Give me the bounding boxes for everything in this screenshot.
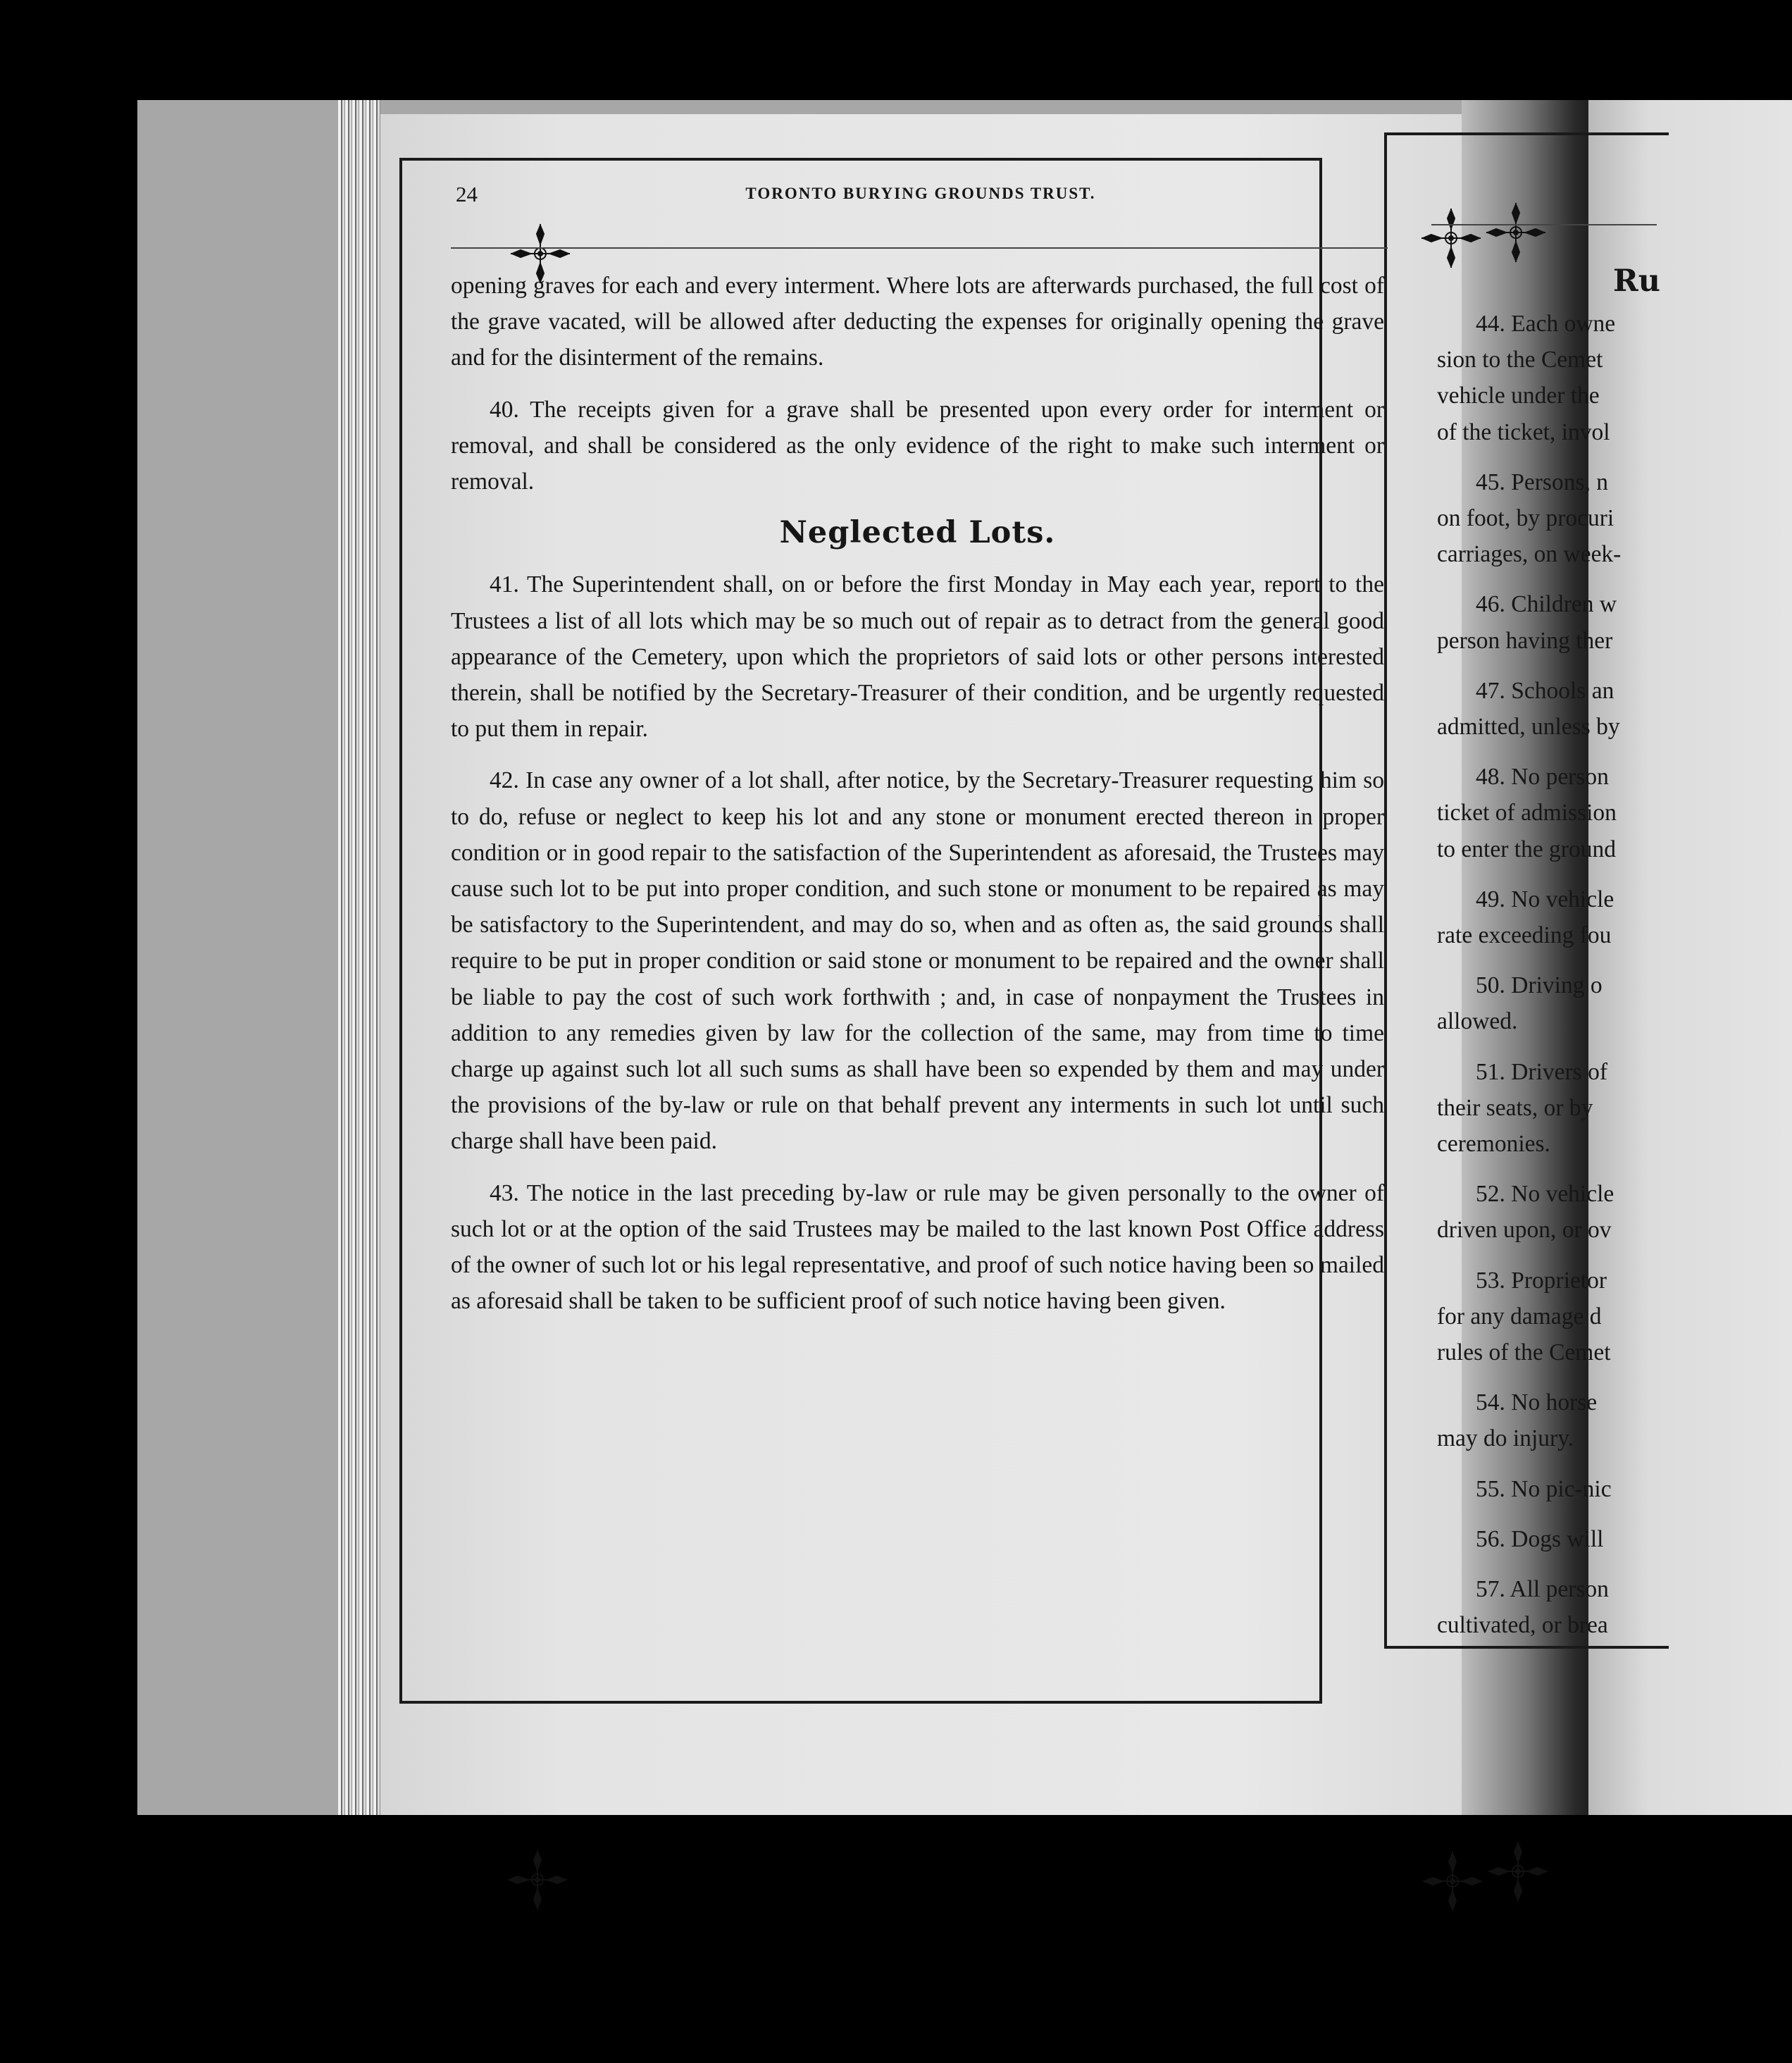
right-paragraph-line: 48. No person — [1476, 764, 1609, 791]
corner-ornament-icon — [507, 1850, 568, 1910]
right-paragraph-line: 57. All person — [1476, 1576, 1609, 1603]
corner-ornament-icon — [1488, 1841, 1548, 1902]
right-paragraph — [1437, 464, 1669, 573]
right-header-rule — [1431, 224, 1657, 225]
right-paragraph — [1437, 306, 1669, 450]
right-paragraph-line: 56. Dogs will — [1476, 1525, 1604, 1552]
right-paragraph — [1437, 1176, 1669, 1248]
right-paragraph — [1437, 1471, 1669, 1507]
right-paragraph-line: carriages, on week- — [1437, 541, 1622, 568]
right-paragraph — [1437, 1521, 1669, 1557]
right-paragraph-line: 45. Persons, n — [1476, 469, 1608, 495]
right-section-heading: Ru — [1613, 264, 1660, 299]
right-paragraph-line: sion to the Cemet — [1437, 347, 1603, 373]
right-paragraph — [1437, 759, 1669, 867]
paragraph: 43. The notice in the last preceding by-law or rule may be given personally to the owner of such lot or at the option of the said Trustees may be mailed to the last known Post Office address of the owner of such lot or his legal representative, and proof of such notice having been so mailed as aforesaid shall be taken to be sufficient proof of such notice having been given. — [451, 1179, 1384, 1315]
right-paragraph-line: 55. No pic-nic — [1476, 1475, 1612, 1502]
right-paragraph-line: 44. Each owne — [1476, 311, 1616, 337]
right-paragraph-line: on foot, by procuri — [1437, 505, 1614, 532]
paragraph: 40. The receipts given for a grave shall be presented upon every order for interment or removal, and shall be considered as the only evidence of the right to make such interment or removal. — [451, 396, 1384, 495]
right-paragraph-line: ceremonies. — [1437, 1131, 1550, 1158]
header-rule — [451, 247, 1388, 249]
paragraph: 42. In case any owner of a lot shall, after notice, by the Secretary-Treasurer requesting him so to do, refuse or neglect to keep his lot and any stone or monument erected thereon in proper condition or in good repair to the satisfaction of the Superintendent as aforesaid, the Trustees may cause such lot to be put into proper condition, and such stone or monument to be repaired as may be satisfactory to the Superintendent, and may do so, when and as often as, the said grounds shall require to be put in proper condition or said stone or monument to be repaired and the owner shall be liable to pay the cost of such work forthwith ; and, in case of nonpayment the Trustees in addition to any remedies given by law for the collection of the same, may from time to time charge up against such lot all such sums as shall have been so expended by them and may under the provisions of the by-law or rule on that behalf prevent any interments in such lot until such charge shall have been paid. — [451, 767, 1384, 1155]
right-paragraph-line: 49. No vehicle — [1476, 886, 1614, 912]
right-paragraph-line: 53. Proprietor — [1476, 1267, 1607, 1294]
page-edges — [338, 100, 380, 1815]
running-header — [456, 182, 1386, 217]
right-paragraph — [1437, 1384, 1669, 1456]
page-body — [451, 268, 1384, 1334]
right-paragraph-line: 46. Children w — [1476, 591, 1617, 618]
paragraph: 41. The Superintendent shall, on or before the first Monday in May each year, report to the Trustees a list of all lots which may be so much out of repair as to detract from the general good appearance of the Cemetery, upon which the proprietors of said lots or other persons interested therein, shall be notified by the Secretary-Treasurer of their condition, and be urgently requested to put them in repair. — [451, 571, 1384, 743]
right-paragraph — [1437, 586, 1669, 658]
right-paragraph — [1437, 1571, 1669, 1643]
right-paragraph-line: may do injury. — [1437, 1425, 1574, 1452]
right-paragraph-line: vehicle under the — [1437, 383, 1600, 409]
right-paragraph-line: cultivated, or brea — [1437, 1612, 1608, 1639]
corner-ornament-icon — [1422, 1851, 1483, 1912]
right-paragraph-line: ticket of admission — [1437, 800, 1617, 826]
right-paragraph-line: admitted, unless by — [1437, 714, 1620, 741]
right-paragraph-line: person having ther — [1437, 627, 1613, 654]
right-paragraph-line: 54. No horse — [1476, 1389, 1598, 1416]
right-paragraph — [1437, 673, 1669, 745]
right-paragraph-line: 47. Schools an — [1476, 677, 1614, 704]
right-page-column — [1437, 264, 1669, 1658]
right-paragraph — [1437, 1263, 1669, 1371]
right-paragraph-line: allowed. — [1437, 1008, 1518, 1035]
right-paragraph-line: 52. No vehicle — [1476, 1181, 1614, 1208]
right-paragraph — [1437, 881, 1669, 953]
right-paragraph — [1437, 967, 1669, 1039]
running-title: TORONTO BURYING GROUNDS TRUST. — [745, 185, 1096, 202]
right-paragraph-line: for any damage d — [1437, 1303, 1602, 1330]
corner-ornament-icon — [1421, 208, 1481, 268]
right-paragraph-line: 50. Driving o — [1476, 972, 1603, 999]
right-paragraph-line: rules of the Cemet — [1437, 1339, 1611, 1366]
paragraph: opening graves for each and every interment. Where lots are afterwards purchased, the full cost of the grave vacated, will be allowed after deducting the expenses for originally opening the grave and for the disinterment of the remains. — [451, 273, 1384, 371]
page-number: 24 — [456, 182, 478, 206]
right-paragraph-line: of the ticket, invol — [1437, 419, 1610, 445]
section-heading: Neglected Lots. — [779, 515, 1056, 551]
right-paragraph — [1437, 1054, 1669, 1163]
right-paragraph-line: driven upon, or ov — [1437, 1217, 1612, 1244]
corner-ornament-icon — [1486, 202, 1546, 263]
right-paragraph-line: rate exceeding fou — [1437, 922, 1612, 949]
right-paragraph-line: their seats, or by — [1437, 1094, 1593, 1121]
right-paragraph-line: 51. Drivers of — [1476, 1058, 1607, 1085]
right-paragraph-line: to enter the ground — [1437, 836, 1616, 862]
